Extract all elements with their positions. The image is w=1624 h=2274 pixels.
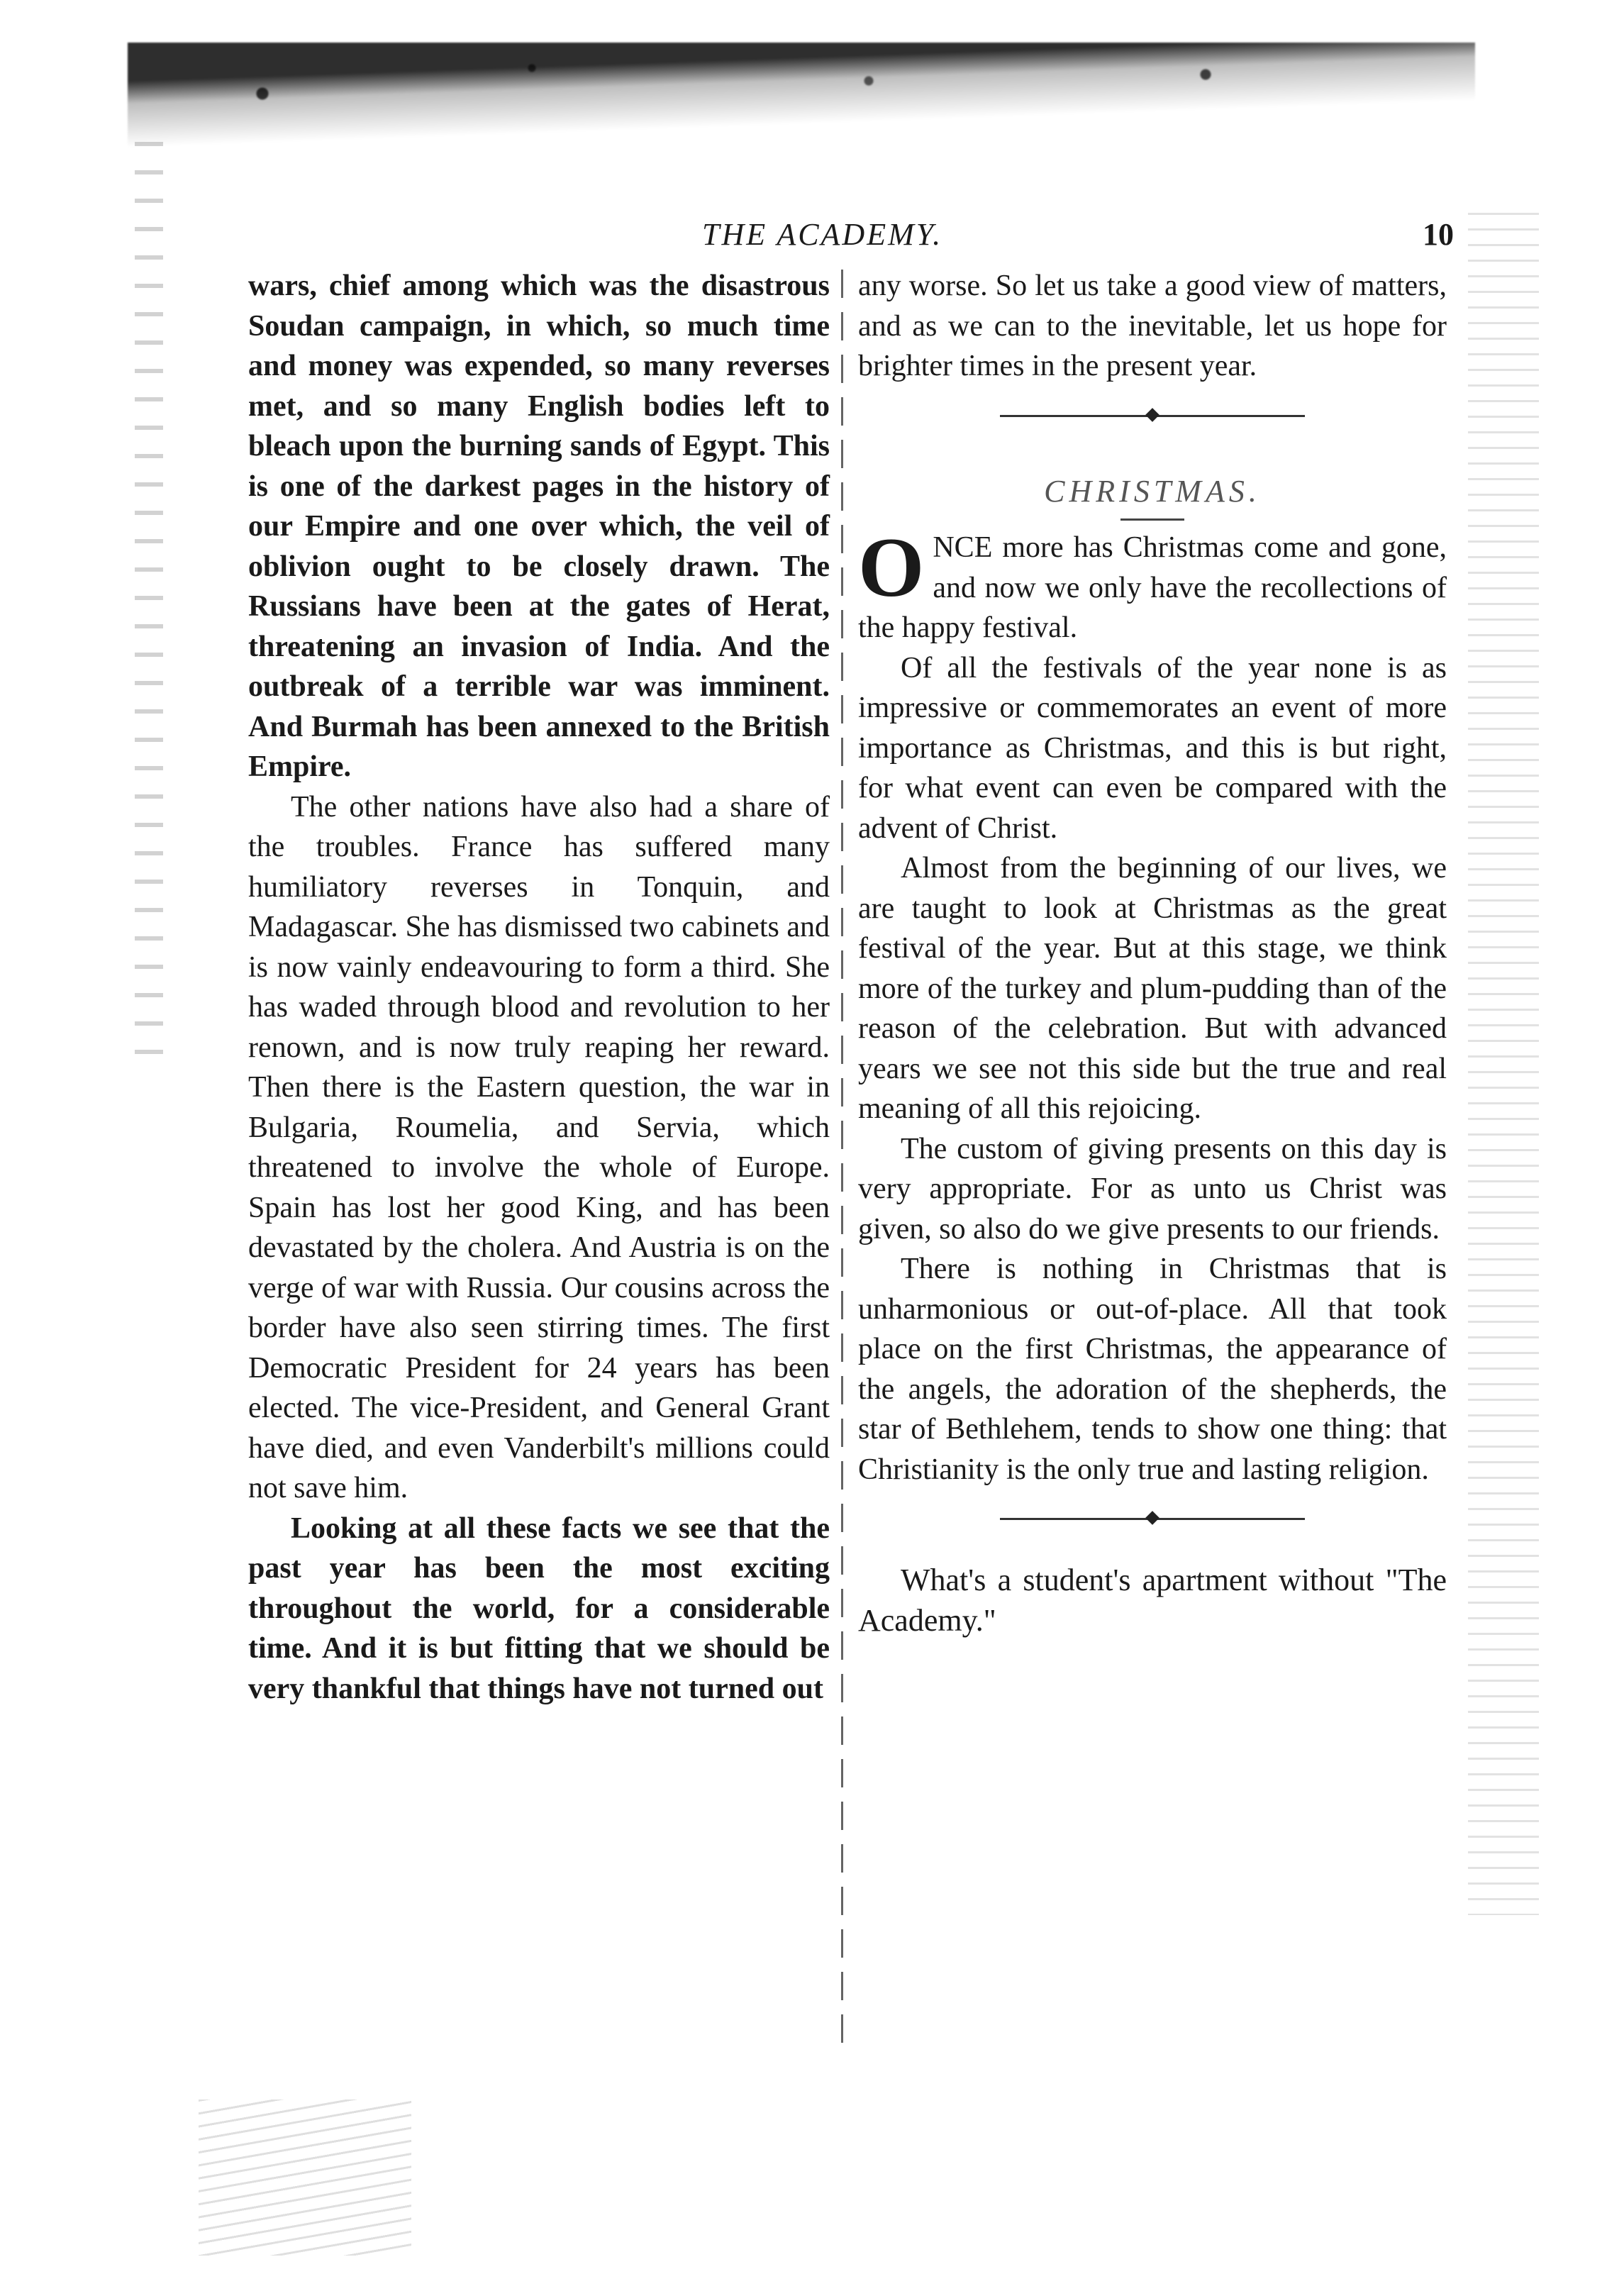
ornamental-divider (858, 387, 1447, 443)
ornamental-divider (858, 1490, 1447, 1546)
paragraph: The custom of giving presents on this day is very appropriate. For as unto us Christ was given, so also do we give presents to our friends. (858, 1132, 1447, 1246)
running-header (234, 216, 1454, 259)
divider-diamond (1145, 1511, 1159, 1525)
paragraph: Looking at all these facts we see that the past year has been the most exciting throughout the world, for a considerable time. And it is but fitting that we should be very thankful that things have not turned out (248, 1512, 830, 1705)
paragraph: wars, chief among which was the disastrous Soudan campaign, in which, so much time and money was expended, so many reverses met, and so many English bodies left to bleach upon the burning sands of Egypt. This is one of the darkest pages in the history of our Empire and one over which, the veil of oblivion ought to be closely drawn. The Russians have been at the gates of Herat, threatening an invasion of India. And the outbreak of a terrible war was imminent. And Burmah has been annexed to the British Empire. (248, 270, 830, 783)
scan-noise-right-edge (1468, 213, 1539, 1915)
running-title: THE ACADEMY. (702, 217, 943, 252)
paragraph-text: NCE more has Christmas come and gone, and now we only have the recollections of the happy festival. (858, 531, 1447, 644)
left-column (248, 266, 830, 1709)
paragraph: There is nothing in Christmas that is unharmonious or out-of-place. All that took place on the first Christmas, the appearance of the angels, the adoration of the shepherds, the star of Bethlehem, tends to show one thing: that Christianity is the only true and lasting religion. (858, 1253, 1447, 1486)
heading-rule (1120, 518, 1184, 521)
scan-noise-bottom (199, 2100, 411, 2256)
divider-diamond (1145, 408, 1159, 422)
paragraph: any worse. So let us take a good view of matters, and as we can to the inevitable, let us hope for brighter times in the present year. (858, 270, 1447, 382)
column-rule (841, 270, 843, 2043)
paragraph: Almost from the beginning of our lives, we are taught to look at Christmas as the great festival of the year. But at this stage, we think more of the turkey and plum-pudding than of the reason of the celebration. But with advanced years we see not this side but the true and real meaning of all this rejoicing. (858, 852, 1447, 1125)
scan-noise-left-edge (135, 142, 163, 1064)
paragraph: The other nations have also had a share of the troubles. France has suffered many humiliatory reverses in Tonquin, and Madagascar. She has dismissed two cabinets and is now vainly endeavouring to form a third. She has waded through blood and revolution to her renown, and is now truly reaping her reward. Then there is the Eastern question, the war in Bulgaria, Roumelia, and Servia, which threatened to involve the whole of Europe. Spain has lost her good King, and has been devastated by the cholera. And Austria is on the verge of war with Russia. Our cousins across the border have also seen stirring times. The first Democratic President for 24 years has been elected. The vice-President, and General Grant have died, and even Vanderbilt's millions could not save him. (248, 790, 830, 1504)
dropcap: O (858, 520, 925, 614)
paragraph-with-dropcap (858, 520, 1447, 648)
scan-dark-border-top (128, 43, 1475, 170)
right-column (858, 266, 1447, 1641)
paragraph: Of all the festivals of the year none is as impressive or commemorates an event of more importance as Christmas, and this is but right, for what event can even be compared with the advent of Christ. (858, 651, 1447, 845)
page-number: 10 (1423, 217, 1454, 252)
closing-note: What's a student's apartment without "The Academy." (858, 1563, 1447, 1638)
section-heading: CHRISTMAS. (1044, 473, 1261, 509)
